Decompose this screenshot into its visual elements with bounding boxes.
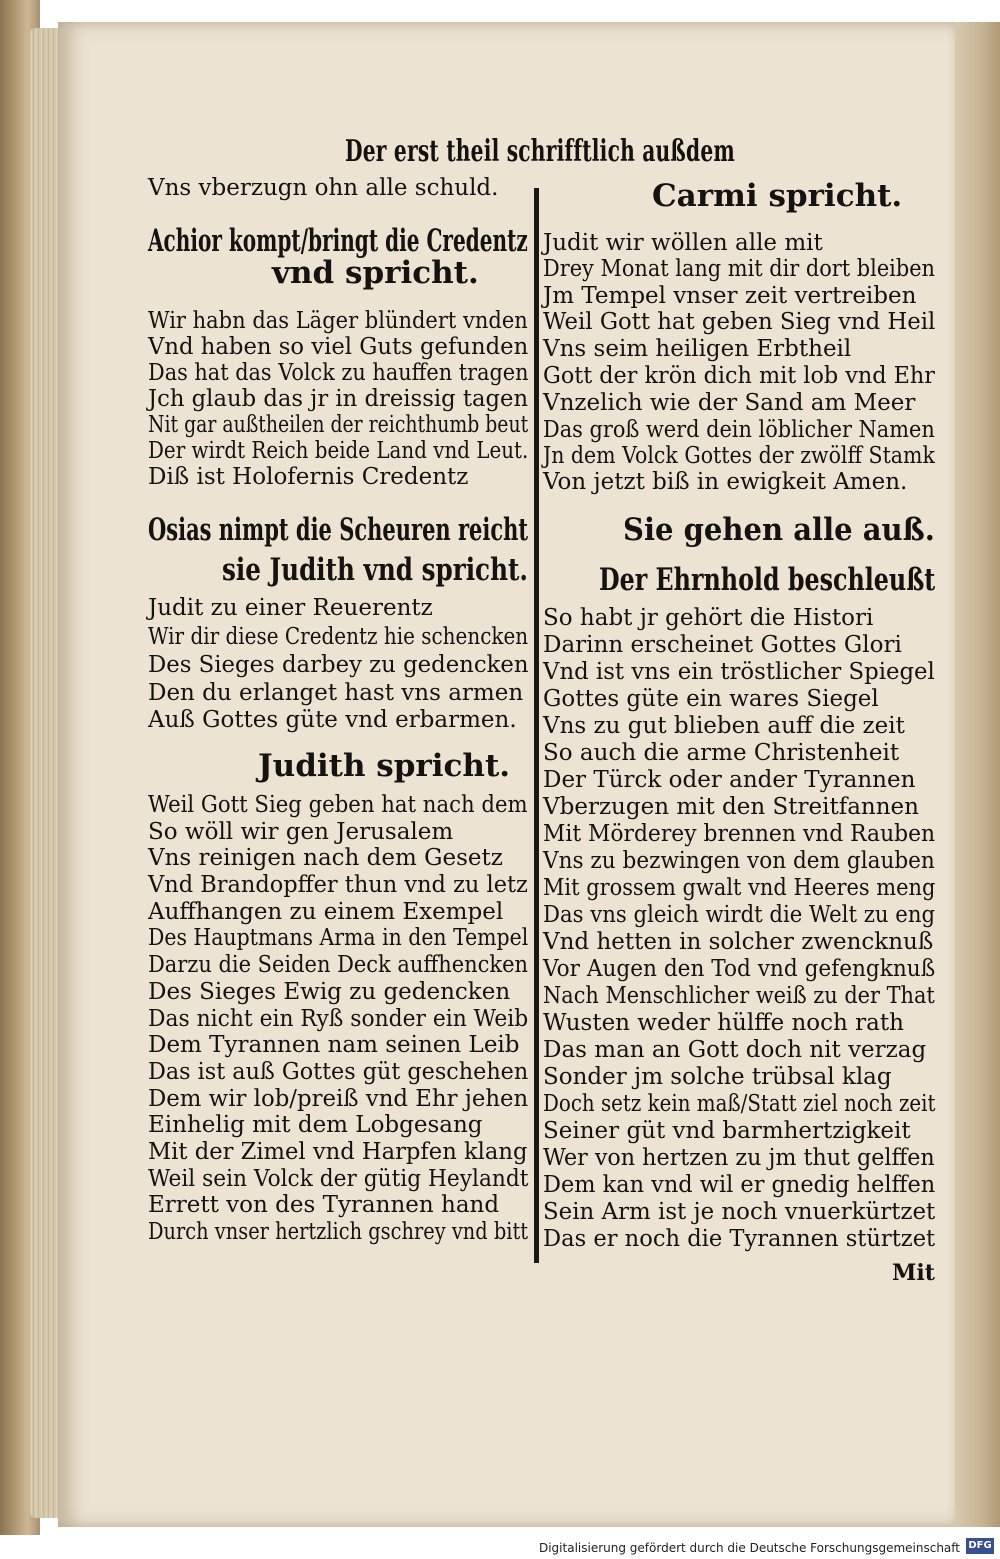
right-line: So habt jr gehört die Histori bbox=[543, 605, 874, 631]
left-line: Jch glaub das jr in dreissig tagen bbox=[148, 386, 529, 412]
right-line: Sonder jm solche trübsal klag bbox=[543, 1064, 892, 1090]
left-line: Das hat das Volck zu hauffen tragen bbox=[148, 360, 529, 386]
right-line: Vns zu gut blieben auff die zeit bbox=[543, 713, 905, 739]
left-line: Einhelig mit dem Lobgesang bbox=[148, 1112, 483, 1138]
left-line: Wir dir diese Credentz hie schencken bbox=[148, 624, 529, 650]
left-section-2-heading-1: Osias nimpt die Scheuren reicht bbox=[148, 512, 529, 548]
left-line: Das nicht ein Ryß sonder ein Weib bbox=[148, 1006, 529, 1032]
dfg-logo: DFG bbox=[966, 1538, 994, 1554]
right-line: Gottes güte ein wares Siegel bbox=[543, 686, 879, 712]
right-line: Wer von hertzen zu jm thut gelffen bbox=[543, 1145, 935, 1171]
page-right-edge bbox=[955, 22, 1000, 1527]
left-line: Auß Gottes güte vnd erbarmen. bbox=[148, 707, 517, 733]
right-line: Drey Monat lang mit dir dort bleiben bbox=[543, 256, 935, 282]
right-line: Mit Mörderey brennen vnd Rauben bbox=[543, 821, 936, 847]
left-line: Des Sieges darbey zu gedencken bbox=[148, 652, 529, 678]
right-line: So auch die arme Christenheit bbox=[543, 740, 900, 766]
right-line: Sein Arm ist je noch vnuerkürtzet bbox=[543, 1199, 936, 1225]
right-line: Vns seim heiligen Erbtheil bbox=[543, 336, 852, 362]
left-line: Judit zu einer Reuerentz bbox=[148, 595, 433, 621]
left-line: Des Sieges Ewig zu gedencken bbox=[148, 979, 511, 1005]
right-line: Das groß werd dein löblicher Namen bbox=[543, 417, 935, 443]
right-line: Das vns gleich wirdt die Welt zu eng bbox=[543, 902, 936, 928]
left-section-3-heading: Judith spricht. bbox=[258, 748, 511, 784]
left-line: Vns reinigen nach dem Gesetz bbox=[148, 845, 503, 871]
right-section-3-heading: Der Ehrnhold beschleußt bbox=[599, 562, 936, 598]
right-line: Weil Gott hat geben Sieg vnd Heil bbox=[543, 309, 936, 335]
left-line: Nit gar außtheilen der reichthumb beut bbox=[148, 412, 529, 438]
left-line: Weil Gott Sieg geben hat nach dem bbox=[148, 792, 528, 818]
left-line: Dem Tyrannen nam seinen Leib bbox=[148, 1032, 520, 1058]
left-line: Der wirdt Reich beide Land vnd Leut. bbox=[148, 438, 529, 464]
left-section-1-heading-1: Achior kompt/bringt die Credentz bbox=[148, 223, 528, 259]
right-line: Darinn erscheinet Gottes Glori bbox=[543, 632, 902, 658]
left-line: Errett von des Tyrannen hand bbox=[148, 1192, 500, 1218]
right-line: Vns zu bezwingen von dem glauben bbox=[543, 848, 935, 874]
left-section-2-heading-2: sie Judith vnd spricht. bbox=[222, 552, 528, 588]
right-line: Vnzelich wie der Sand am Meer bbox=[543, 390, 916, 416]
column-rule bbox=[534, 188, 539, 1263]
right-line: Jn dem Volck Gottes der zwölff Stamk bbox=[543, 443, 935, 469]
left-line: Vnd Brandopffer thun vnd zu letz bbox=[148, 872, 528, 898]
right-line: Vberzugen mit den Streitfannen bbox=[543, 794, 919, 820]
right-line: Jm Tempel vnser zeit vertreiben bbox=[543, 283, 917, 309]
running-head: Der erst theil schrifftlich außdem bbox=[345, 134, 736, 169]
right-line: Judit wir wöllen alle mit bbox=[543, 230, 823, 256]
right-line: Nach Menschlicher weiß zu der That bbox=[543, 983, 935, 1009]
left-line: Das ist auß Gottes güt geschehen bbox=[148, 1059, 529, 1085]
left-first-line: Vns vberzugn ohn alle schuld. bbox=[148, 175, 499, 201]
right-line: Von jetzt biß in ewigkeit Amen. bbox=[543, 469, 908, 495]
right-line: Vnd ist vns ein tröstlicher Spiegel bbox=[543, 659, 935, 685]
left-line: Diß ist Holofernis Credentz bbox=[148, 464, 469, 490]
right-line: Der Türck oder ander Tyrannen bbox=[543, 767, 916, 793]
right-line: Mit grossem gwalt vnd Heeres meng bbox=[543, 875, 936, 901]
right-line: Seiner güt vnd barmhertzigkeit bbox=[543, 1118, 911, 1144]
left-section-1-heading-2: vnd spricht. bbox=[272, 255, 479, 291]
right-line: Vor Augen den Tod vnd gefengknuß bbox=[543, 956, 936, 982]
left-line: Auffhangen zu einem Exempel bbox=[148, 899, 504, 925]
left-line: Den du erlanget hast vns armen bbox=[148, 680, 524, 706]
left-line: Vnd haben so viel Guts gefunden bbox=[148, 334, 529, 360]
left-line: Dem wir lob/preiß vnd Ehr jehen bbox=[148, 1086, 529, 1112]
right-line: Wusten weder hülffe noch rath bbox=[543, 1010, 904, 1036]
right-line: Das er noch die Tyrannen stürtzet bbox=[543, 1226, 936, 1252]
catchword: Mit bbox=[892, 1260, 935, 1286]
left-line: So wöll wir gen Jerusalem bbox=[148, 819, 454, 845]
left-line: Weil sein Volck der gütig Heylandt bbox=[148, 1166, 529, 1192]
left-line: Durch vnser hertzlich gschrey vnd bitt bbox=[148, 1219, 529, 1245]
left-line: Wir habn das Läger blündert vnden bbox=[148, 308, 528, 334]
right-line: Dem kan vnd wil er gnedig helffen bbox=[543, 1172, 936, 1198]
right-line: Vnd hetten in solcher zwencknuß bbox=[543, 929, 934, 955]
right-section-2-heading: Sie gehen alle auß. bbox=[623, 512, 935, 548]
right-line: Das man an Gott doch nit verzag bbox=[543, 1037, 927, 1063]
footer-credit: Digitalisierung gefördert durch die Deutsche Forschungsgemeinschaft bbox=[538, 1541, 960, 1555]
right-line: Doch setz kein maß/Statt ziel noch zeit bbox=[543, 1091, 936, 1117]
left-line: Darzu die Seiden Deck auffhencken bbox=[148, 952, 528, 978]
right-line: Gott der krön dich mit lob vnd Ehr bbox=[543, 363, 935, 389]
right-section-1-heading: Carmi spricht. bbox=[652, 178, 903, 214]
left-line: Des Hauptmans Arma in den Tempel bbox=[148, 925, 529, 951]
left-line: Mit der Zimel vnd Harpfen klang bbox=[148, 1139, 528, 1165]
